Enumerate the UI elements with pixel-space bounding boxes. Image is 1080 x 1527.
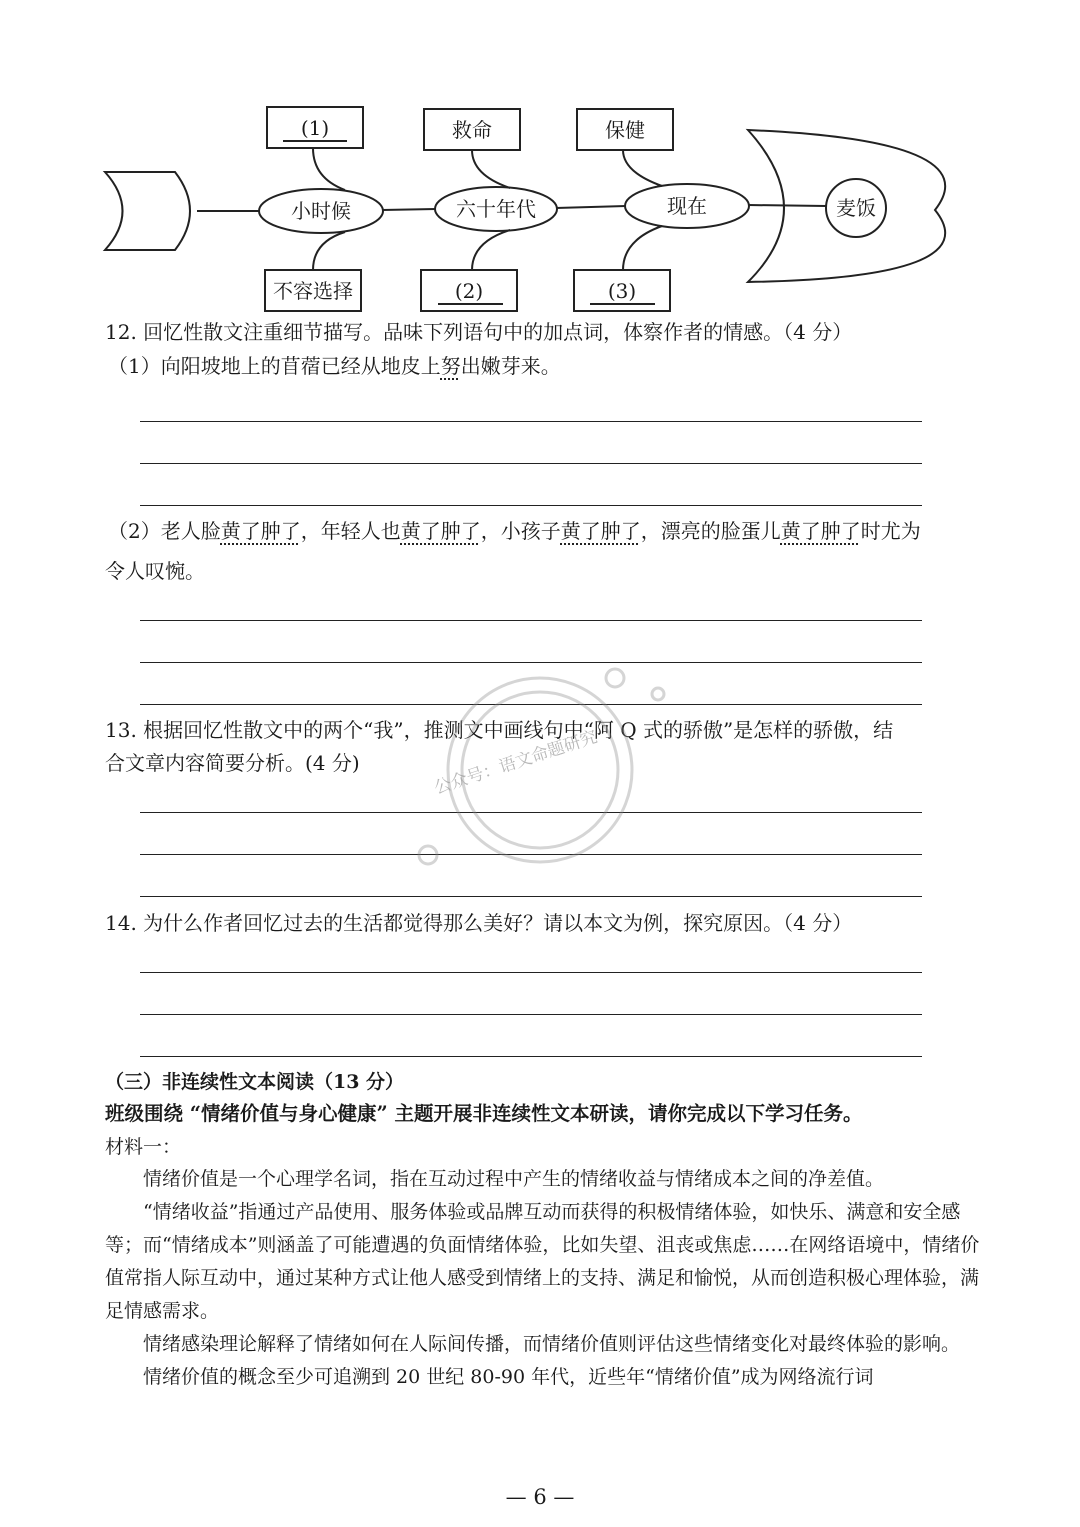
- answer-line: [140, 1014, 922, 1015]
- head-label: 麦饭: [836, 196, 876, 220]
- q12-s2-text: （2）老人脸: [108, 519, 221, 543]
- watermark-text: 公众号：语文命题研究: [431, 727, 600, 799]
- material-label: 材料一：: [105, 1136, 182, 1158]
- bottom-box-label-1: 不容选择: [273, 279, 353, 303]
- q12-s2-text: ，年轻人也: [300, 519, 401, 543]
- top-box-label-2: 救命: [452, 118, 492, 142]
- material-text: [105, 1163, 980, 1394]
- q12-s2-text: ，小孩子: [480, 519, 561, 543]
- q12-s2-dotted: 黄了肿了: [780, 519, 861, 543]
- q12-sentence-2-cont: 令人叹惋。: [105, 559, 205, 583]
- section-heading: （三）非连续性文本阅读（13 分）: [105, 1071, 405, 1093]
- q12-title: 12. 回忆性散文注重细节描写。品味下列语句中的加点词，体察作者的情感。（4 分）: [105, 320, 853, 344]
- material-paragraph-3: 情绪感染理论解释了情绪如何在人际间传播，而情绪价值则评估这些情绪变化对最终体验的影响。: [143, 1333, 961, 1355]
- q12-s2-dotted: 黄了肿了: [560, 519, 641, 543]
- q13-line-1: 13. 根据回忆性散文中的两个“我”，推测文中画线句中“阿 Q 式的骄傲”是怎样的骄傲，结: [105, 718, 894, 742]
- q12-s1-dotted: 努: [440, 354, 461, 378]
- top-box-label-1: (1): [300, 116, 330, 140]
- q12-s2-dotted: 黄了肿了: [400, 519, 481, 543]
- node-label-3: 现在: [667, 194, 707, 218]
- q12-s2-text: 时尤为: [860, 519, 921, 543]
- fish-tail: [105, 172, 190, 250]
- q12-sentence-2: [108, 517, 921, 545]
- material-paragraph-4: 情绪价值的概念至少可追溯到 20 世纪 80-90 年代，近些年“情绪价值”成为网络流行词: [143, 1366, 874, 1388]
- bottom-box-label-2: (2): [454, 279, 484, 303]
- q12-s2-dotted: 黄了肿了: [220, 519, 301, 543]
- answer-line: [140, 972, 922, 973]
- answer-line: [140, 896, 922, 897]
- answer-line: [140, 421, 922, 422]
- q13-line-2: 合文章内容简要分析。(4 分): [105, 751, 360, 775]
- q12-s1-pre: （1）向阳坡地上的苜蓿已经从地皮上: [108, 354, 441, 378]
- material-paragraph-1: 情绪价值是一个心理学名词，指在互动过程中产生的情绪收益与情绪成本之间的净差值。: [143, 1168, 885, 1190]
- q14-title: 14. 为什么作者回忆过去的生活都觉得那么美好？请以本文为例，探究原因。（4 分）: [105, 911, 853, 935]
- node-label-2: 六十年代: [456, 197, 536, 221]
- q12-s2-text: ，漂亮的脸蛋儿: [640, 519, 781, 543]
- q12-sentence-1: [108, 352, 561, 380]
- answer-line: [140, 1056, 922, 1057]
- material-paragraph-2: “情绪收益”指通过产品使用、服务体验或品牌互动而获得的积极情绪体验，如快乐、满意和安全感等；而“情绪成本”则涵盖了可能遭遇的负面情绪体验，比如失望、沮丧或焦虑……在网络语境中，情绪价值常指人际互动中，通过某种方式让他人感受到情绪上的支持、满足和愉悦，从而创造积极心理体验，满足情感需求。: [105, 1201, 980, 1322]
- answer-line: [140, 463, 922, 464]
- node-label-1: 小时候: [291, 199, 351, 223]
- bottom-box-label-3: (3): [607, 279, 637, 303]
- answer-line: [140, 505, 922, 506]
- page-number: — 6 —: [505, 1485, 575, 1509]
- answer-line: [140, 620, 922, 621]
- section-task: 班级围绕 “情绪价值与身心健康” 主题开展非连续性文本研读，请你完成以下学习任务。: [105, 1102, 863, 1125]
- top-box-label-3: 保健: [605, 118, 645, 142]
- fishbone-diagram: [0, 0, 1080, 320]
- q12-s1-post: 出嫩芽来。: [460, 354, 561, 378]
